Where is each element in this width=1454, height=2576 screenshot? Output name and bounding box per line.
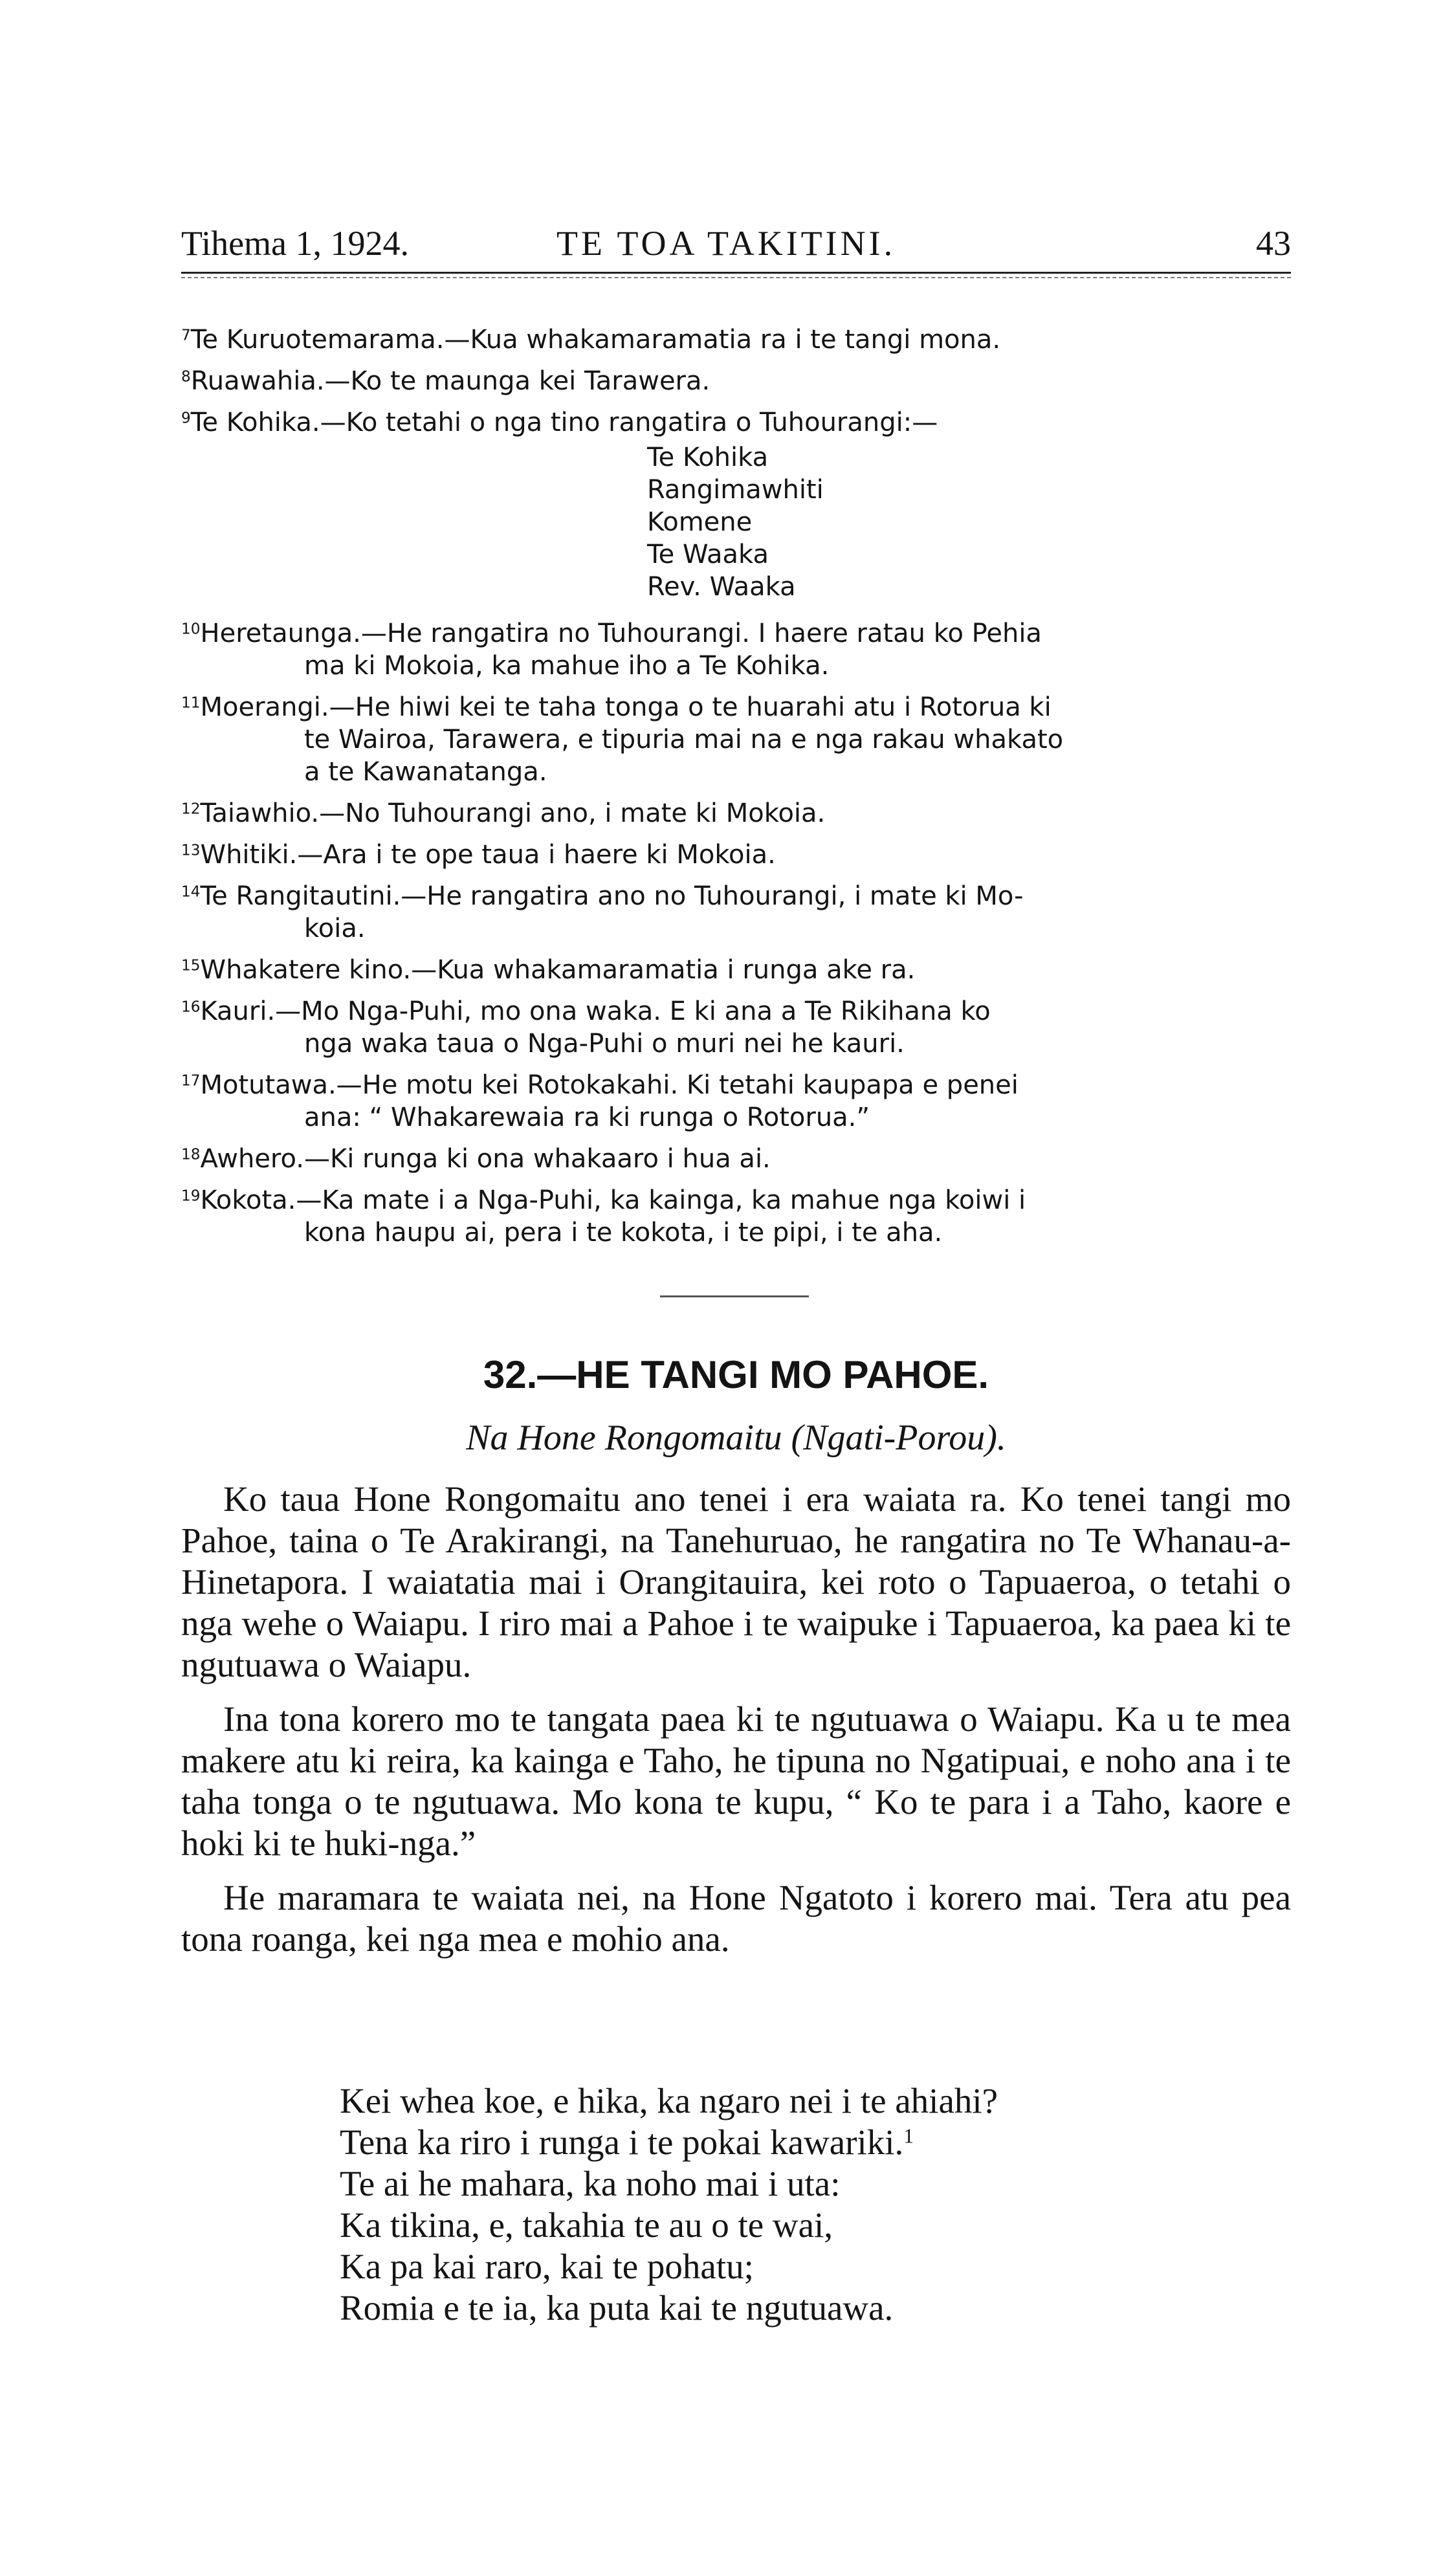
note-9: $^9$Te Kohika.—Ko tetahi o nga tino rangatira o Tuhourangi:— [181, 408, 938, 437]
note-15: $^{15}$Whakatere kino.—Kua whakamaramatia i runga ake ra. [181, 955, 916, 985]
chief-names-list [647, 441, 1291, 603]
poem-line: Te ai he mahara, ka noho mai i uta: [340, 2164, 841, 2203]
name-item: Te Waaka [647, 540, 769, 569]
poem-line: Tena ka riro i runga i te pokai kawariki.$^1$ [340, 2122, 914, 2162]
name-item: Rangimawhiti [647, 475, 824, 505]
page-number: 43 [1256, 224, 1291, 263]
poem-line: Ka pa kai raro, kai te pohatu; [340, 2247, 754, 2286]
running-header [181, 223, 1291, 269]
section-byline: Na Hone Rongomaitu (Ngati-Porou). [466, 1418, 1006, 1458]
note-17: $^{17}$Motutawa.—He motu kei Rotokakahi. Ki tetahi kaupapa e penei ana: “ Whakarewaia ra ki runga o Rotorua.” [181, 1070, 1019, 1132]
header-date: Tihema 1, 1924. [181, 224, 410, 263]
name-item: Komene [647, 507, 753, 537]
note-19: $^{19}$Kokota.—Ka mate i a Nga-Puhi, ka kainga, ka mahue nga koiwi i kona haupu ai, pera i te kokota, i te pipi, i te aha. [181, 1185, 1026, 1248]
note-12: $^{12}$Taiawhio.—No Tuhourangi ano, i mate ki Mokoia. [181, 798, 826, 828]
note-14: $^{14}$Te Rangitautini.—He rangatira ano no Tuhourangi, i mate ki Mo- koia. [181, 881, 1024, 943]
paragraph: He maramara te waiata nei, na Hone Ngatoto i korero mai. Tera atu pea tona roanga, kei nga mea e mohio ana. [181, 1878, 1291, 1959]
note-13: $^{13}$Whitiki.—Ara i te ope taua i haere ki Mokoia. [181, 840, 776, 870]
note-7: $^7$Te Kuruotemarama.—Kua whakamaramatia ra i te tangi mona. [181, 325, 1001, 355]
section-divider [660, 1295, 809, 1297]
name-item: Te Kohika [647, 443, 769, 472]
poem-line: Romia e te ia, ka puta kai te ngutuawa. [340, 2288, 894, 2328]
journal-title: TE TOA TAKITINI. [556, 224, 896, 263]
note-18: $^{18}$Awhero.—Ki runga ki ona whakaaro i hua ai. [181, 1144, 771, 1174]
section-heading: 32.—HE TANGI MO PAHOE. [483, 1353, 989, 1396]
note-11: $^{11}$Moerangi.—He hiwi kei te taha tonga o te huarahi atu i Rotorua ki te Wairoa, Tarawera, e tipuria mai na e nga rakau whakato a te Kawanatanga. [181, 692, 1064, 787]
note-10: $^{10}$Heretaunga.—He rangatira no Tuhourangi. I haere ratau ko Pehia ma ki Mokoia, ka mahue iho a Te Kohika. [181, 619, 1042, 681]
footnote-marker: 1 [903, 2124, 914, 2148]
paragraph: Ina tona korero mo te tangata paea ki te ngutuawa o Waiapu. Ka u te mea makere atu ki reira, ka kainga e Taho, he tipuna no Ngatipuai, e noho ana i te taha tonga o te ngutuawa. Mo kona te kupu, “ Ko te para i a Taho, kaore e hoki ki te huki-nga.” [181, 1699, 1291, 1863]
header-rule [181, 272, 1291, 274]
header-rule-dashed [181, 277, 1291, 278]
poem-verse [340, 2080, 1310, 2329]
poem-line: Ka tikina, e, takahia te au o te wai, [340, 2205, 833, 2245]
footnotes [181, 324, 1291, 1258]
poem-line: Kei whea koe, e hika, ka ngaro nei i te ahiahi? [340, 2081, 998, 2120]
note-8: $^8$Ruawahia.—Ko te maunga kei Tarawera. [181, 366, 710, 396]
section-body [181, 1479, 1291, 1973]
name-item: Rev. Waaka [647, 572, 796, 602]
paragraph: Ko taua Hone Rongomaitu ano tenei i era waiata ra. Ko tenei tangi mo Pahoe, taina o Te Arakirangi, na Tanehuruao, he rangatira no Te Whanau-a-Hinetapora. I waiatatia mai i Orangitauira, kei roto o Tapuaeroa, o tetahi o nga wehe o Waiapu. I riro mai a Pahoe i te waipuke i Tapuaeroa, ka paea ki te ngutuawa o Waiapu. [181, 1479, 1291, 1684]
note-16: $^{16}$Kauri.—Mo Nga-Puhi, mo ona waka. E ki ana a Te Rikihana ko nga waka taua o Nga-Puhi o muri nei he kauri. [181, 996, 991, 1059]
